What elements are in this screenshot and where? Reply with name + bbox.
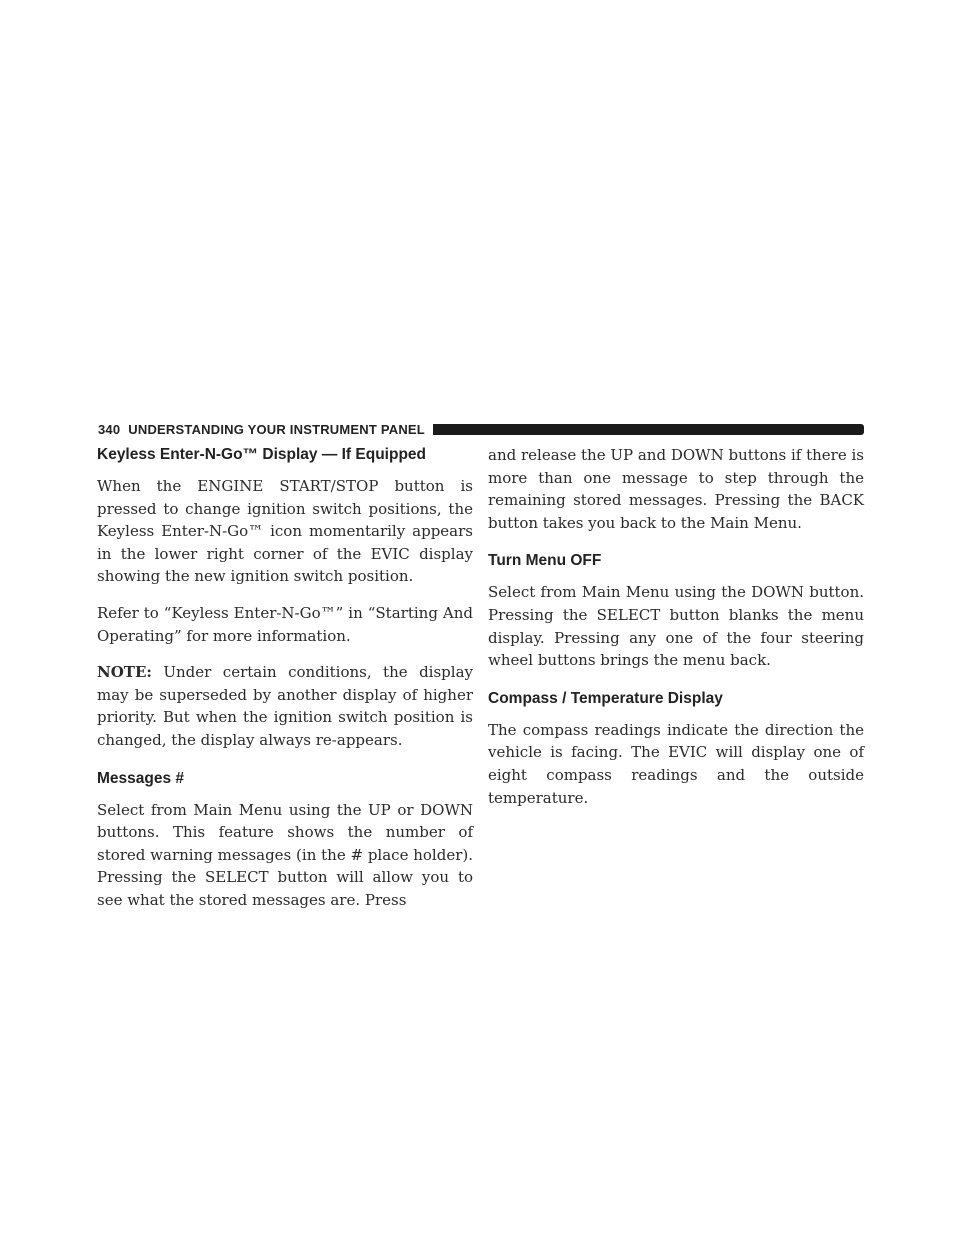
keyless-paragraph-2: Refer to “Keyless Enter-N-Go™” in “Starting And Operating” for more information. (97, 603, 473, 645)
keyless-heading: Keyless Enter-N-Go™ Display — If Equipped (97, 446, 427, 463)
compass-heading: Compass / Temperature Display (488, 689, 723, 707)
note-text: Under certain conditions, the display may be superseded by another display of higher priority. But when the ignition switch position is changed, the display always re-appears. (97, 663, 473, 749)
note-label: NOTE: (97, 663, 152, 682)
right-column (488, 444, 864, 823)
keyless-paragraph-1: When the ENGINE START/STOP button is pressed to change ignition switch positions, the Keyless Enter-N-Go™ icon momentarily appears in the lower right corner of the EVIC display showing the new ignition switch position. (97, 477, 473, 586)
page-number: 340 (98, 421, 121, 437)
turn-menu-off-paragraph: Select from Main Menu using the DOWN button. Pressing the SELECT button blanks the menu display. Pressing any one of the four steering wheel buttons brings the menu back. (488, 583, 864, 670)
header-rule (433, 424, 864, 435)
messages-heading: Messages # (97, 769, 185, 787)
left-column (97, 444, 473, 926)
messages-paragraph-1: Select from Main Menu using the UP or DOWN buttons. This feature shows the number of stored warning messages (in the # place holder). Pressing the SELECT button will allow you to see what the stored messages are. Press (97, 800, 473, 909)
turn-menu-off-heading: Turn Menu OFF (488, 552, 602, 570)
keyless-note (97, 661, 473, 751)
page-header (98, 419, 864, 439)
compass-paragraph: The compass readings indicate the direction the vehicle is facing. The EVIC will display one of eight compass readings and the outside temperature. (488, 720, 864, 807)
section-title: UNDERSTANDING YOUR INSTRUMENT PANEL (128, 421, 425, 437)
messages-paragraph-continued: and release the UP and DOWN buttons if there is more than one message to step through the remaining stored messages. Pressing the BACK button takes you back to the Main Menu. (488, 446, 864, 532)
